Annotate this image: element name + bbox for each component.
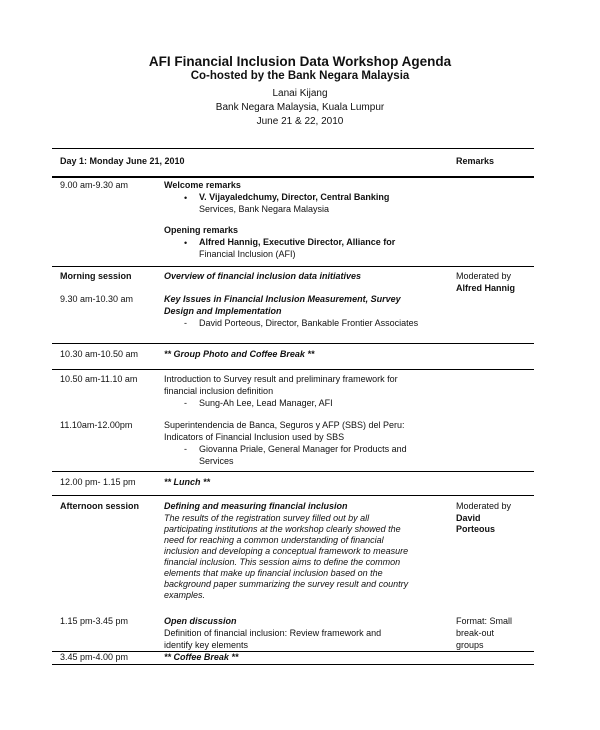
row-rule xyxy=(52,495,534,496)
remarks-text: Porteous xyxy=(456,524,496,534)
session-description: financial inclusion. This session aims to define the common xyxy=(164,557,401,567)
session-description: background paper summarizing the survey result and country xyxy=(164,579,409,589)
remarks-text: Format: Small xyxy=(456,616,513,626)
row-time: 10.30 am-10.50 am xyxy=(60,349,139,359)
bullet-marker: • xyxy=(184,193,188,203)
agenda-item-title: Key Issues in Financial Inclusion Measurement, Survey xyxy=(164,294,401,304)
speaker-affiliation: Financial Inclusion (AFI) xyxy=(199,249,296,259)
speaker-name: Giovanna Priale, General Manager for Products and xyxy=(199,444,407,454)
row-time: 9.30 am-10.30 am xyxy=(60,294,134,304)
session-description: participating institutions at the workshop clearly showed the xyxy=(164,524,401,534)
session-description: elements that make up financial inclusion based on the xyxy=(164,568,383,578)
break-event: ** Coffee Break ** xyxy=(164,652,239,662)
speaker-name: Sung-Ah Lee, Lead Manager, AFI xyxy=(199,398,333,408)
session-description: examples. xyxy=(164,590,206,600)
remarks-heading: Remarks xyxy=(456,156,495,166)
dash-marker: - xyxy=(184,398,187,408)
row-time: Afternoon session xyxy=(60,501,140,511)
speaker-affiliation: Services, Bank Negara Malaysia xyxy=(199,204,330,214)
table-top-rule xyxy=(52,148,534,149)
dates: June 21 & 22, 2010 xyxy=(256,116,344,127)
speaker-name: Alfred Hannig, Executive Director, Alliance for xyxy=(199,237,396,247)
break-event: ** Group Photo and Coffee Break ** xyxy=(164,349,315,359)
day-heading: Day 1: Monday June 21, 2010 xyxy=(60,156,185,166)
agenda-item-title: Indicators of Financial Inclusion used by SBS xyxy=(164,432,345,442)
table-header-rule xyxy=(52,176,534,178)
session-description: identify key elements xyxy=(164,640,249,650)
document-subtitle: Co-hosted by the Bank Negara Malaysia xyxy=(190,70,410,82)
session-description: Definition of financial inclusion: Review framework and xyxy=(164,628,382,638)
remarks-text: break-out xyxy=(456,628,495,638)
row-rule xyxy=(52,343,534,344)
speaker-name: V. Vijayaledchumy, Director, Central Banking xyxy=(199,192,390,202)
table-bottom-rule xyxy=(52,664,534,665)
agenda-item-title: Welcome remarks xyxy=(164,180,241,190)
bullet-marker: • xyxy=(184,238,188,248)
remarks-text: Moderated by xyxy=(456,501,512,511)
agenda-item-title: Opening remarks xyxy=(164,225,239,235)
row-time: 10.50 am-11.10 am xyxy=(60,374,138,384)
session-title: Defining and measuring financial inclusion xyxy=(164,501,348,511)
session-title: Open discussion xyxy=(164,616,237,626)
dash-marker: - xyxy=(184,318,187,328)
remarks-text: Moderated by xyxy=(456,271,512,281)
document-title: AFI Financial Inclusion Data Workshop Agenda xyxy=(148,54,452,69)
row-time: 12.00 pm- 1.15 pm xyxy=(60,477,136,487)
dash-marker: - xyxy=(184,444,187,454)
agenda-item-title: Introduction to Survey result and preliminary framework for xyxy=(164,374,398,384)
session-title: Overview of financial inclusion data initiatives xyxy=(164,271,362,281)
speaker-affiliation: Services xyxy=(199,456,234,466)
row-rule xyxy=(52,266,534,267)
agenda-item-title: financial inclusion definition xyxy=(164,386,274,396)
row-time: 9.00 am-9.30 am xyxy=(60,180,129,190)
row-rule xyxy=(52,471,534,472)
agenda-item-title: Design and Implementation xyxy=(164,306,282,316)
row-time: 1.15 pm-3.45 pm xyxy=(60,616,129,626)
remarks-text: David xyxy=(456,513,481,523)
row-time: 3.45 pm-4.00 pm xyxy=(60,652,129,662)
break-event: ** Lunch ** xyxy=(164,477,211,487)
remarks-text: Alfred Hannig xyxy=(456,283,516,293)
row-time: Morning session xyxy=(60,271,132,281)
session-description: need for reaching a common understanding of financial xyxy=(164,535,384,545)
session-description: inclusion and developing a conceptual framework to measure xyxy=(164,546,409,556)
venue: Lanai Kijang xyxy=(272,88,328,99)
speaker-name: David Porteous, Director, Bankable Frontier Associates xyxy=(199,318,419,328)
agenda-item-title: Superintendencia de Banca, Seguros y AFP (SBS) del Peru: xyxy=(164,420,405,430)
row-rule xyxy=(52,369,534,370)
location: Bank Negara Malaysia, Kuala Lumpur xyxy=(215,102,385,113)
remarks-text: groups xyxy=(456,640,484,650)
row-time: 11.10am-12.00pm xyxy=(60,420,133,430)
session-description: The results of the registration survey filled out by all xyxy=(164,513,370,523)
